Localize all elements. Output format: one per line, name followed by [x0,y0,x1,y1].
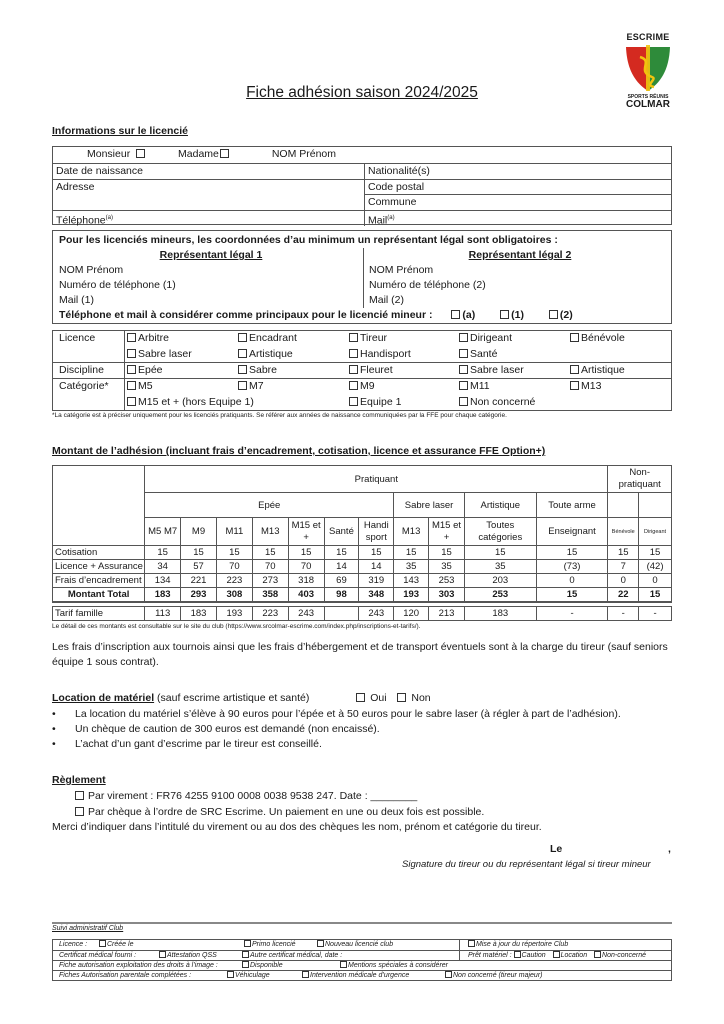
location-qualifier: (sauf escrime artistique et santé) [154,692,310,704]
discipline-fleuret[interactable]: Fleuret [349,363,459,378]
table-row: Cotisation 15 15 15 15 15 15 15 15 15 15 15 15 15 [53,546,672,560]
location-heading: Location de matériel [52,692,155,704]
admin-pret-materiel: Prêt matériel : Caution Location Non-concerné [468,952,647,959]
admin-mise-a-jour[interactable]: Mise à jour du répertoire Club [460,940,568,950]
licence-grid-box [52,330,672,411]
principal-contact-row [53,308,671,323]
col-header: M15 et + [429,518,465,546]
table-row-famille: Tarif famille 113 183 193 223 243 243 120 213 183 - - - [53,607,672,621]
licence-label: Licence [53,331,125,362]
principal-a-label: (a) [462,309,476,321]
admin-attestation[interactable]: Attestation QSS [159,951,242,960]
licencie-info-box [52,146,672,225]
reglement-merci: Merci d’indiquer dans l’intitulé du virement ou au dos des chèques les nom, prénom et catégorie du tireur. [52,821,542,833]
discipline-sabre-laser[interactable]: Sabre laser [459,363,570,378]
mail-superscript: (a) [387,215,395,221]
licence-artistique[interactable]: Artistique [238,347,349,363]
col-header: Toutes catégories [464,518,536,546]
logo-top-text: ESCRIME [626,32,670,42]
subgroup-sabre-laser: Sabre laser [394,493,465,518]
frais-note: Les frais d’inscription aux tournois ainsi que les frais d’hébergement et de transport éventuels sont à la charge du tireur (sauf seniors équipe 1 sous contrat). [52,641,668,668]
admin-certificat-label: Certificat médical fourni : [59,952,137,959]
club-logo [618,32,678,120]
monsieur-checkbox[interactable] [136,149,145,158]
discipline-artistique[interactable]: Artistique [570,363,625,378]
admin-intervention[interactable]: Intervention médicale d’urgence [302,971,445,980]
subgroup-empty-2 [639,493,672,518]
admin-non-concerne-majeur[interactable]: Non concerné (tireur majeur) [445,971,542,980]
categorie-m11[interactable]: M11 [459,379,570,395]
table-row: Licence + Assurance 34 57 70 70 70 14 14 35 35 35 (73) 7 (42) [53,560,672,574]
licence-tireur[interactable]: Tireur [349,331,459,347]
rep1-tel-field[interactable]: Numéro de téléphone (1) [59,279,176,291]
col-header: Handi sport [359,518,394,546]
monsieur-label: Monsieur [87,148,131,160]
principal-a-checkbox[interactable] [451,310,460,319]
principal-2-checkbox[interactable] [549,310,558,319]
location-non[interactable]: Non [397,692,430,704]
licence-benevole[interactable]: Bénévole [570,331,625,347]
col-header: M13 [394,518,429,546]
tarif-famille-table [52,606,672,621]
location-bullets [52,707,682,752]
telephone-field[interactable] [53,211,365,226]
commune-field[interactable]: Commune [368,196,417,208]
admin-autre-certificat[interactable]: Autre certificat médical, date : [242,951,342,960]
discipline-epee[interactable]: Epée [127,363,238,378]
col-header: Bénévole [608,518,639,546]
list-item: • La location du matériel s’élève à 90 euros pour l’épée et à 50 euros pour le sabre laser (à régler à part de l’adhésion). [52,707,682,722]
categorie-m9[interactable]: M9 [349,379,459,395]
col-header: Enseignant [536,518,608,546]
madame-label: Madame [178,148,219,160]
admin-disponible[interactable]: Disponible [242,961,340,970]
rep2-mail-field[interactable]: Mail (2) [369,294,405,306]
col-header: M11 [216,518,252,546]
col-header: Dirigeant [639,518,672,546]
madame-checkbox[interactable] [220,149,229,158]
admin-mentions[interactable]: Mentions spéciales à considérer [340,961,448,970]
signature-caption: Signature du tireur ou du représentant légal si tireur mineur [402,859,651,870]
licence-sabre-laser[interactable]: Sabre laser [127,347,238,363]
licence-sante[interactable]: Santé [459,347,570,363]
group-non-pratiquant: Non-pratiquant [608,466,672,493]
admin-primo[interactable]: Primo licencié [244,940,317,950]
page-title: Fiche adhésion saison 2024/2025 [246,84,478,101]
subgroup-artistique: Artistique [464,493,536,518]
subgroup-epee: Epée [145,493,394,518]
discipline-label: Discipline [53,363,125,378]
representants-box [52,230,672,324]
categorie-equipe1[interactable]: Equipe 1 [349,395,459,411]
licence-dirigeant[interactable]: Dirigeant [459,331,570,347]
admin-creee-le[interactable]: Créée le [99,940,244,950]
admin-image-label: Fiche autorisation exploitation des droits à l’image : [59,962,218,969]
table-row-total: Montant Total 183 293 308 358 403 98 348 193 303 253 15 22 15 [53,588,672,602]
categorie-m5[interactable]: M5 [127,379,238,395]
admin-heading: Suivi administratif Club [52,925,124,932]
date-naissance-field[interactable]: Date de naissance [53,164,365,179]
principal-1-label: (1) [511,309,524,321]
table-row: Frais d’encadrement 134 221 223 273 318 69 319 143 253 203 0 0 0 [53,574,672,588]
rep2-tel-field[interactable]: Numéro de téléphone (2) [369,279,486,291]
representants-intro: Pour les licenciés mineurs, les coordonnées d’au minimum un représentant légal sont obligatoires : [59,234,558,246]
categorie-m7[interactable]: M7 [238,379,349,395]
location-oui[interactable]: Oui [356,692,386,704]
signature-le: Le [550,843,563,855]
categorie-label: Catégorie* [53,379,125,410]
rep2-nom-field[interactable]: NOM Prénom [369,264,434,276]
admin-licence-label: Licence : [59,941,88,948]
nom-prenom-field[interactable]: NOM Prénom [271,148,336,160]
logo-sub-text: SPORTS RÉUNIS [627,94,669,100]
telephone-superscript: (a) [105,215,113,221]
section-heading-reglement: Règlement [52,774,106,786]
mail-field[interactable] [365,211,671,226]
licence-handisport[interactable]: Handisport [349,347,459,363]
admin-nouveau[interactable]: Nouveau licencié club [317,940,393,950]
admin-parentale-label: Fiches Autorisation parentale complétées : [59,972,192,979]
list-item: • L’achat d’un gant d’escrime par le tireur est conseillé. [52,737,682,752]
section-heading-fees: Montant de l’adhésion (incluant frais d’encadrement, cotisation, licence et assurance FFE Option+) [52,445,546,457]
fees-table [52,465,672,603]
discipline-sabre[interactable]: Sabre [238,363,349,378]
code-postal-field[interactable]: Code postal [365,180,671,195]
list-item: • Un chèque de caution de 300 euros est demandé (non encaissé). [52,722,682,737]
reglement-virement[interactable]: Par virement : FR76 4255 9100 0008 0038 9538 247. Date : ________ [75,789,417,804]
categorie-non-concerne[interactable]: Non concerné [459,395,535,411]
section-heading-licencie: Informations sur le licencié [52,125,188,137]
categorie-m15-plus[interactable]: M15 et + (hors Equipe 1) [127,395,349,411]
rep1-title: Représentant légal 1 [159,249,263,261]
col-header: M15 et + [288,518,324,546]
nationalite-field[interactable]: Nationalité(s) [368,165,430,177]
mail-label: Mail [368,214,388,227]
adresse-field[interactable]: Adresse [53,180,365,210]
representant-2 [364,248,671,308]
col-header: M5 M7 [145,518,181,546]
fees-detail-note: Le détail de ces montants est consultable sur le site du club (https://www.srcolmar-escrime.com/index.php/inscriptions-et-tarifs/). [52,623,421,630]
logo-city-text: COLMAR [626,99,670,110]
col-header: M13 [252,518,288,546]
categorie-footnote: *La catégorie est à préciser uniquement pour les licenciés pratiquants. Se référer aux années de naissance communiquées par la FFE pour chaque catégorie. [52,412,507,419]
admin-vehiculage[interactable]: Véhiculage [227,971,302,980]
representant-1 [53,248,364,308]
subgroup-toute-arme: Toute arme [536,493,608,518]
group-pratiquant: Pratiquant [145,466,608,493]
admin-divider [52,922,672,924]
col-header: Santé [324,518,359,546]
rep2-title: Représentant légal 2 [468,249,572,261]
telephone-label: Téléphone [56,214,106,227]
admin-box [52,939,672,981]
rep1-nom-field[interactable]: NOM Prénom [59,264,124,276]
subgroup-empty-1 [608,493,639,518]
licence-arbitre[interactable]: Arbitre [127,331,238,347]
col-header: M9 [181,518,217,546]
licence-encadrant[interactable]: Encadrant [238,331,349,347]
fees-corner [53,466,145,546]
location-header [52,691,677,706]
principal-2-label: (2) [559,309,573,321]
signature-comma: , [668,843,671,855]
principal-1-checkbox[interactable] [500,310,509,319]
rep1-mail-field[interactable]: Mail (1) [59,294,95,306]
admin-caution[interactable]: Caution [514,952,546,959]
admin-non-concerne[interactable]: Non-concerné [594,952,646,959]
reglement-cheque[interactable]: Par chèque à l’ordre de SRC Escrime. Un paiement en une ou deux fois est possible. [75,805,484,820]
categorie-m13[interactable]: M13 [570,379,601,395]
principal-label: Téléphone et mail à considérer comme principaux pour le licencié mineur : [59,309,433,321]
admin-location[interactable]: Location [553,952,587,959]
